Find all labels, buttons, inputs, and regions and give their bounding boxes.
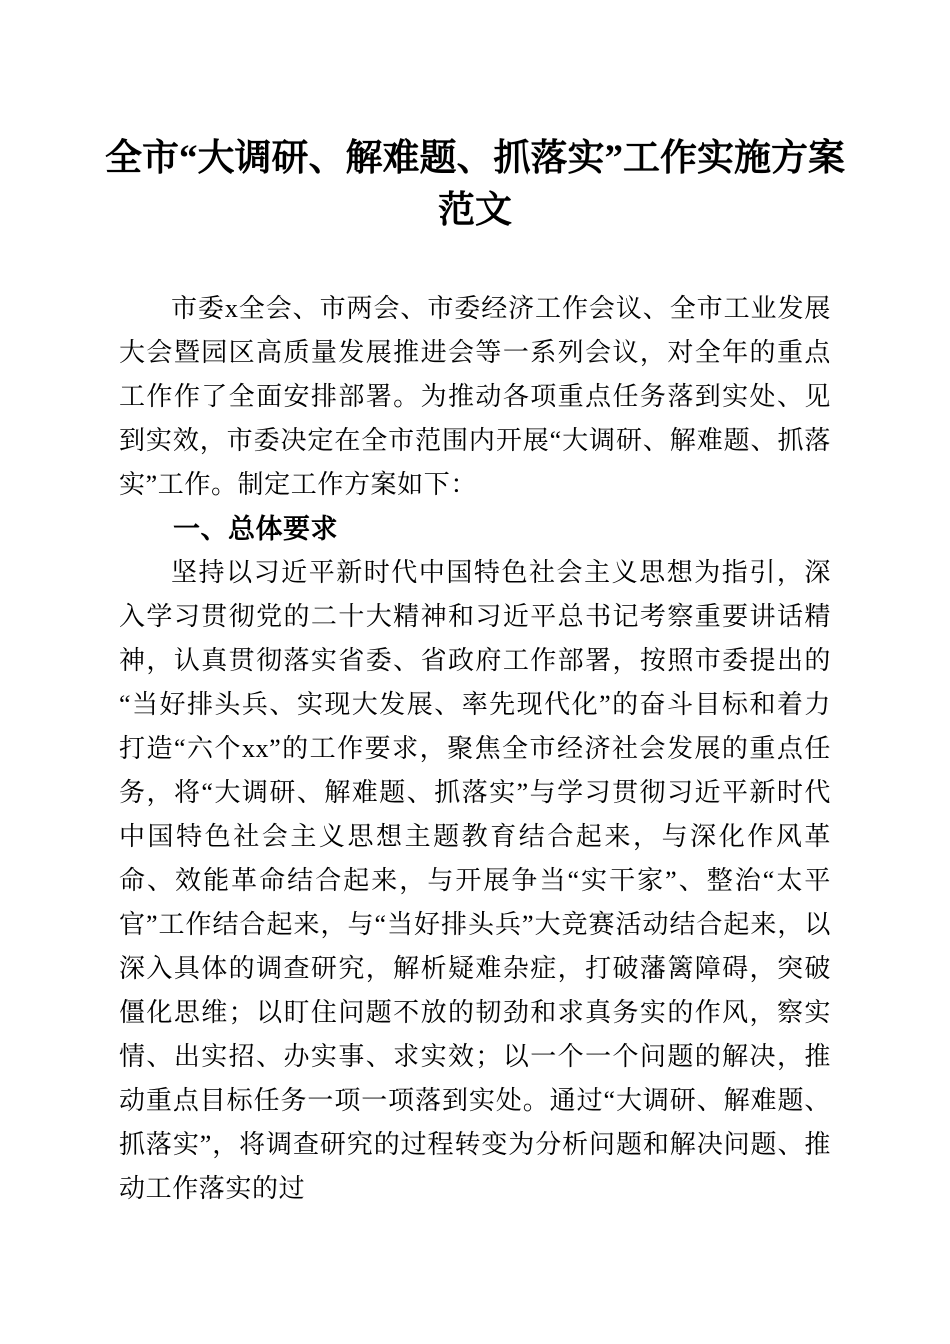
document-title: 全市“大调研、解难题、抓落实”工作实施方案范文	[105, 138, 845, 231]
section-1-heading: 一、总体要求	[173, 514, 338, 544]
section-1-paragraph: 坚持以习近平新时代中国特色社会主义思想为指引，深入学习贯彻党的二十大精神和习近平总书记考察重要讲话精神，认真贯彻落实省委、省政府工作部署，按照市委提出的“当好排头兵、实现大发展、率先现代化”的奋斗目标和着力打造“六个xx”的工作要求，聚焦全市经济社会发展的重点任务，将“大调研、解难题、抓落实”与学习贯彻习近平新时代中国特色社会主义思想主题教育结合起来，与深化作风革命、效能革命结合起来，与开展争当“实干家”、整治“太平官”工作结合起来，与“当好排头兵”大竞赛活动结合起来，以深入具体的调查研究，解析疑难杂症，打破藩篱障碍，突破僵化思维；以盯住问题不放的韧劲和求真务实的作风，察实情、出实招、办实事、求实效；以一个一个问题的解决，推动重点目标任务一项一项落到实处。通过“大调研、解难题、抓落实”，将调查研究的过程转变为分析问题和解决问题、推动工作落实的过	[119, 558, 831, 1203]
intro-paragraph: 市委x全会、市两会、市委经济工作会议、全市工业发展大会暨园区高质量发展推进会等一系列会议，对全年的重点工作作了全面安排部署。为推动各项重点任务落到实处、见到实效，市委决定在全市范围内开展“大调研、解难题、抓落实”工作。制定工作方案如下：	[119, 294, 831, 499]
document-body	[119, 287, 831, 1211]
